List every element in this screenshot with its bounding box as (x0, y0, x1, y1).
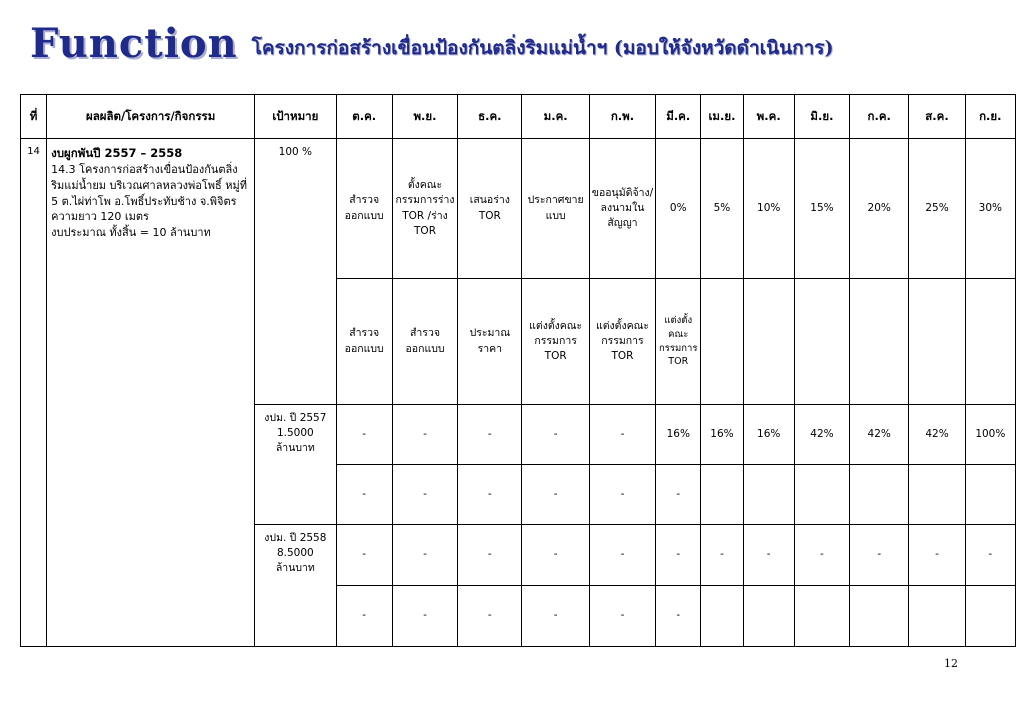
header-month: ก.ค. (850, 95, 909, 139)
empty-cell (794, 279, 849, 405)
actual-cell: สำรวจออกแบบ (336, 279, 392, 405)
plan-cell: 0% (656, 139, 701, 279)
plan-cell: สำรวจออกแบบ (336, 139, 392, 279)
header-month: พ.ค. (743, 95, 794, 139)
row-number: 14 (21, 139, 47, 647)
budget-2558-cell (255, 525, 336, 647)
empty-cell (743, 586, 794, 647)
actual-cell: สำรวจออกแบบ (392, 279, 457, 405)
plan-cell: - (522, 525, 589, 586)
plan-cell: 20% (850, 139, 909, 279)
plan-cell: - (909, 525, 965, 586)
empty-cell (701, 465, 743, 525)
actual-cell: - (392, 465, 457, 525)
plan-cell: 10% (743, 139, 794, 279)
actual-cell: - (656, 465, 701, 525)
actual-cell: - (522, 586, 589, 647)
target-cell: 100 % (255, 139, 336, 405)
project-budget: งบประมาณ ทั้งสิ้น = 10 ล้านบาท (51, 226, 211, 240)
actual-cell: - (336, 465, 392, 525)
plan-cell: 25% (909, 139, 965, 279)
plan-cell: - (589, 405, 655, 465)
plan-cell: ขออนุมัติจ้าง/ลงนามในสัญญา (589, 139, 655, 279)
header-output: ผลผลิต/โครงการ/กิจกรรม (47, 95, 255, 139)
header-month: มี.ค. (656, 95, 701, 139)
plan-cell: ประกาศขายแบบ (522, 139, 589, 279)
plan-cell: - (589, 525, 655, 586)
actual-cell: - (392, 586, 457, 647)
plan-cell: เสนอร่าง TOR (458, 139, 522, 279)
actual-cell: แต่งตั้งคณะกรรมการ TOR (589, 279, 655, 405)
plan-cell: - (392, 525, 457, 586)
actual-cell: - (522, 465, 589, 525)
plan-cell: 100% (965, 405, 1015, 465)
actual-cell: - (458, 586, 522, 647)
header-month: มิ.ย. (794, 95, 849, 139)
budget-2558-unit: ล้านบาท (275, 562, 315, 575)
actual-cell: แต่งตั้งคณะกรรมการ TOR (522, 279, 589, 405)
actual-cell: - (589, 465, 655, 525)
empty-cell (794, 586, 849, 647)
plan-cell: - (522, 405, 589, 465)
plan-cell: - (336, 405, 392, 465)
header-no: ที่ (21, 95, 47, 139)
plan-cell: 16% (701, 405, 743, 465)
empty-cell (701, 279, 743, 405)
actual-cell: - (458, 465, 522, 525)
plan-cell: - (850, 525, 909, 586)
empty-cell (965, 586, 1015, 647)
empty-cell (909, 465, 965, 525)
project-description (47, 139, 255, 647)
budget-2557-amount: 1.5000 (276, 427, 314, 440)
plan-cell: 42% (850, 405, 909, 465)
plan-cell: 5% (701, 139, 743, 279)
plan-cell: 42% (794, 405, 849, 465)
project-heading: งบผูกพันปี 2557 – 2558 (51, 146, 183, 160)
plan-cell: - (458, 405, 522, 465)
actual-cell: ประมาณราคา (458, 279, 522, 405)
page-number: 12 (944, 657, 958, 670)
header-month: ต.ค. (336, 95, 392, 139)
plan-cell: 30% (965, 139, 1015, 279)
title-row (30, 12, 834, 67)
plan-cell: - (743, 525, 794, 586)
plan-cell: ตั้งคณะกรรมการร่าง TOR /ร่าง TOR (392, 139, 457, 279)
budget-2558-label: งปม. ปี 2558 (264, 532, 327, 544)
empty-cell (850, 465, 909, 525)
empty-cell (701, 586, 743, 647)
empty-cell (743, 279, 794, 405)
empty-cell (743, 465, 794, 525)
plan-cell: - (336, 525, 392, 586)
plan-row (21, 139, 1016, 279)
header-month: ก.พ. (589, 95, 655, 139)
empty-cell (965, 465, 1015, 525)
empty-cell (965, 279, 1015, 405)
plan-cell: - (701, 525, 743, 586)
project-detail: 14.3 โครงการก่อสร้างเขื่อนป้องกันตลิ่งริมแม่น้ำยม บริเวณศาลหลวงพ่อโพธิ์ หมู่ที่ 5 ต.ไผ่ท่าโพ อ.โพธิ์ประทับช้าง จ.พิจิตร ความยาว 120 เมตร (51, 162, 247, 224)
header-month: พ.ย. (392, 95, 457, 139)
header-target: เป้าหมาย (255, 95, 336, 139)
plan-cell: 42% (909, 405, 965, 465)
empty-cell (850, 586, 909, 647)
header-month: ธ.ค. (458, 95, 522, 139)
actual-cell: - (656, 586, 701, 647)
plan-cell: - (965, 525, 1015, 586)
page-subtitle: โครงการก่อสร้างเขื่อนป้องกันตลิ่งริมแม่น้ำฯ (มอบให้จังหวัดดำเนินการ) (251, 37, 834, 59)
plan-cell: 16% (743, 405, 794, 465)
plan-cell: - (458, 525, 522, 586)
plan-cell: 15% (794, 139, 849, 279)
plan-cell: - (794, 525, 849, 586)
budget-2558-amount: 8.5000 (276, 547, 314, 560)
header-month: ส.ค. (909, 95, 965, 139)
header-month: เม.ย. (701, 95, 743, 139)
header-row (21, 95, 1016, 139)
budget-2557-cell (255, 405, 336, 525)
empty-cell (909, 279, 965, 405)
actual-cell: - (589, 586, 655, 647)
budget-2557-unit: ล้านบาท (275, 442, 315, 455)
actual-cell: - (336, 586, 392, 647)
header-month: ก.ย. (965, 95, 1015, 139)
plan-cell: 16% (656, 405, 701, 465)
budget-2557-label: งปม. ปี 2557 (264, 412, 327, 424)
page-title: Function (30, 20, 238, 67)
empty-cell (850, 279, 909, 405)
header-month: ม.ค. (522, 95, 589, 139)
plan-cell: - (656, 525, 701, 586)
project-table (20, 94, 1016, 647)
actual-cell: แต่งตั้งคณะกรรมการ TOR (656, 279, 701, 405)
empty-cell (794, 465, 849, 525)
plan-cell: - (392, 405, 457, 465)
empty-cell (909, 586, 965, 647)
